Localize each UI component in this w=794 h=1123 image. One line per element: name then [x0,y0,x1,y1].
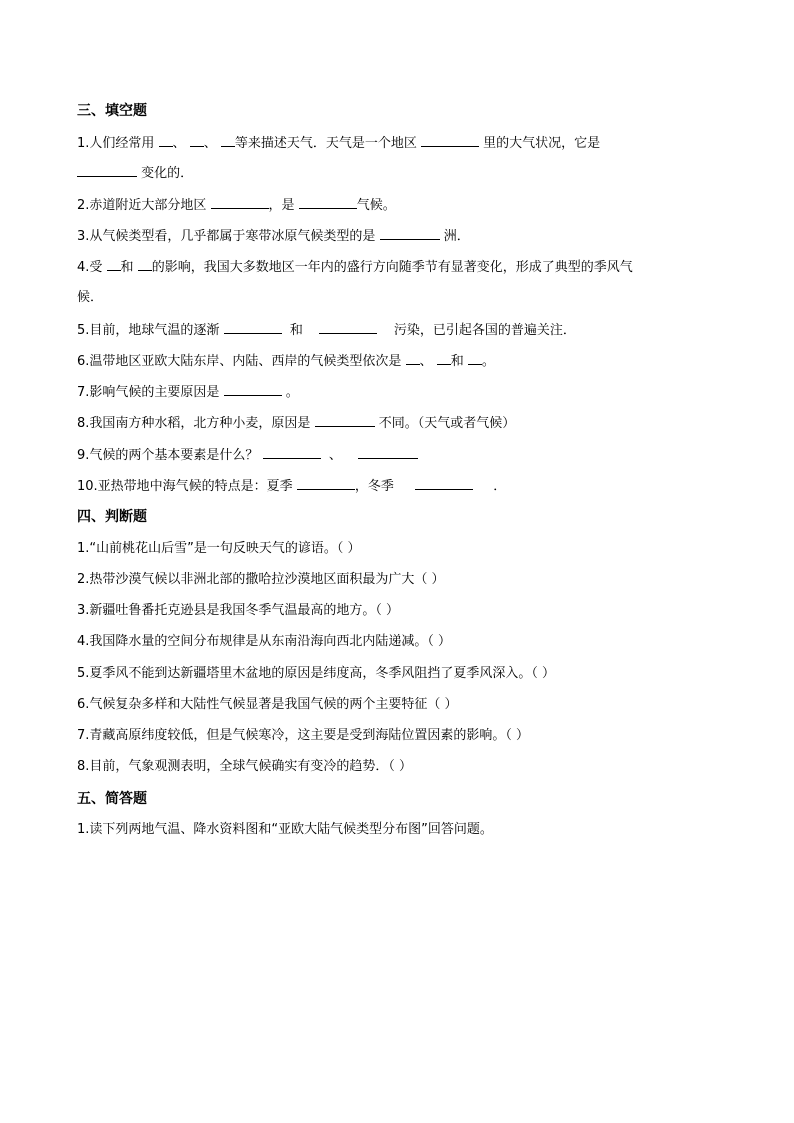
blank [211,195,269,209]
blank [415,476,473,490]
text: 8.我国南方种水稻，北方种小麦，原因是 [77,416,311,431]
text: 、 [419,354,433,369]
text: 2.赤道附近大部分地区 [77,198,207,213]
section-title-fill-blank: 三、填空题 [77,103,147,119]
blank [77,163,137,177]
blank [468,351,482,365]
text: 和 [289,323,303,338]
question-3-4 [77,257,633,278]
text: 。 [481,354,495,369]
section-title-short-answer: 五、简答题 [77,791,147,807]
text: 6.温带地区亚欧大陆东岸、内陆、西岸的气候类型依次是 [77,354,402,369]
question-3-4-cont: 候． [77,290,104,305]
question-3-8 [77,413,515,434]
text: 和 [450,354,464,369]
text: 等来描述天气．天气是一个地区 [234,136,417,151]
question-3-5 [77,320,576,341]
text: 3.从气候类型看，几乎都属于寒带冰原气候类型的是 [77,229,376,244]
text: 10.亚热带地中海气候的特点是：夏季 [77,479,293,494]
text: 、 [172,136,186,151]
text: 、 [328,448,342,463]
question-5-1: 1.读下列两地气温、降水资料图和“亚欧大陆气候类型分布图”回答问题。 [77,822,493,837]
blank [299,195,357,209]
question-4-7: 7.青藏高原纬度较低，但是气候寒冷，这主要是受到海陆位置因素的影响。（ ） [77,728,530,743]
text: 5.目前，地球气温的逐渐 [77,323,220,338]
blank [107,257,121,271]
text: 4.受 [77,260,103,275]
blank [358,445,418,459]
blank [380,226,440,240]
text: 、 [203,136,217,151]
question-4-3: 3.新疆吐鲁番托克逊县是我国冬季气温最高的地方。（ ） [77,603,400,618]
question-3-7 [77,382,299,403]
blank [437,351,451,365]
text: ． [493,479,507,494]
blank [263,445,321,459]
text: ，是 [268,198,295,213]
text: 里的大气状况，它是 [483,136,601,151]
blank [421,133,479,147]
question-4-1: 1.“山前桃花山后雪”是一句反映天气的谚语。（ ） [77,541,361,556]
blank [138,257,152,271]
question-4-6: 6.气候复杂多样和大陆性气候显著是我国气候的两个主要特征（ ） [77,697,458,712]
blank [159,133,173,147]
blank [224,382,282,396]
blank [406,351,420,365]
text: 和 [120,260,134,275]
blank [297,476,355,490]
text: 9.气候的两个基本要素是什么？ [77,448,259,463]
question-3-10 [77,476,506,497]
question-3-3 [77,226,470,247]
blank [319,320,377,334]
blank [221,133,235,147]
text: 洲． [443,229,470,244]
text: 。 [285,385,299,400]
blank [315,413,375,427]
section-title-true-false: 四、判断题 [77,509,147,525]
text: 不同。（天气或者气候） [378,416,516,431]
text: 1.人们经常用 [77,136,155,151]
text: 气候。 [356,198,396,213]
text: 7.影响气候的主要原因是 [77,385,220,400]
text: 污染，已引起各国的普遍关注． [393,323,576,338]
question-4-5: 5.夏季风不能到达新疆塔里木盆地的原因是纬度高，冬季风阻挡了夏季风深入。（ ） [77,666,556,681]
question-4-4: 4.我国降水量的空间分布规律是从东南沿海向西北内陆递减。（ ） [77,634,452,649]
question-3-6 [77,351,495,372]
blank [190,133,204,147]
question-3-1 [77,133,600,154]
text: 的影响，我国大多数地区一年内的盛行方向随季节有显著变化，形成了典型的季风气 [151,260,633,275]
text: ，冬季 [354,479,394,494]
question-4-8: 8.目前，气象观测表明，全球气候确实有变冷的趋势．（ ） [77,759,413,774]
question-3-1-cont [77,163,193,184]
blank [224,320,282,334]
question-3-2 [77,195,396,216]
question-3-9 [77,445,418,466]
text: 变化的． [141,166,194,181]
question-4-2: 2.热带沙漠气候以非洲北部的撒哈拉沙漠地区面积最为广大（ ） [77,572,445,587]
